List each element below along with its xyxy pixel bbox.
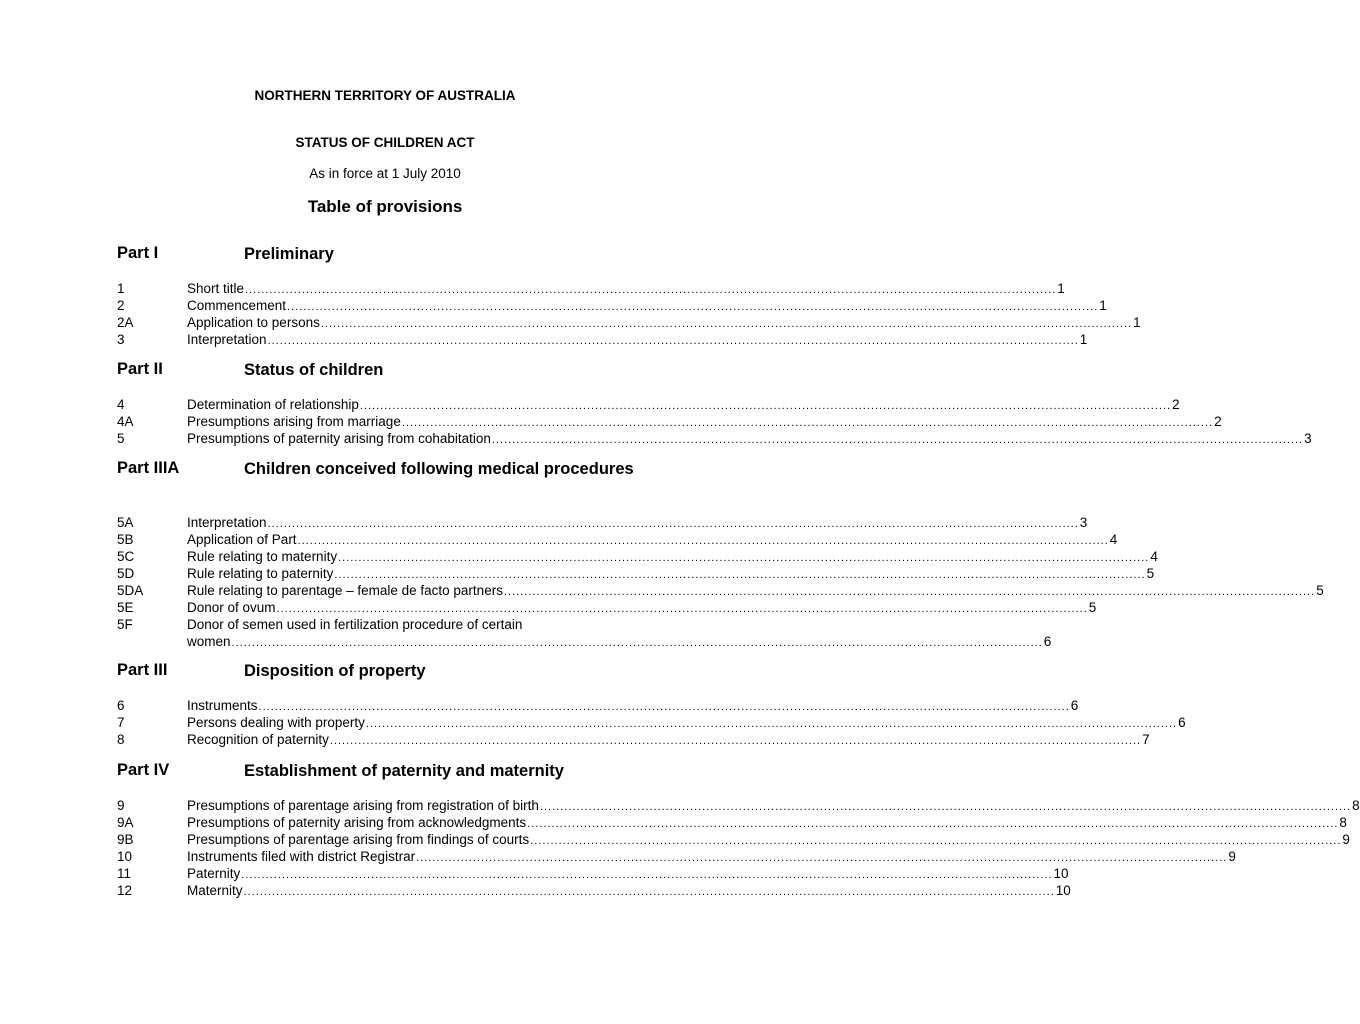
dot-leader: ........................................................................................................................................................................................................ [527, 818, 1339, 830]
part-number: Part IV [117, 761, 170, 779]
section-title: Presumptions of parentage arising from findings of courts [187, 832, 530, 847]
provision-entry[interactable] [117, 297, 1107, 314]
section-number: 5D [117, 566, 135, 581]
dot-leader: ........................................................................................................................................................................................................ [334, 569, 1146, 581]
section-number: 5E [117, 600, 134, 615]
dot-leader: ........................................................................................................................................................................................................ [320, 318, 1133, 330]
section-title: Application to persons [187, 315, 320, 330]
page-number: 3 [1079, 515, 1088, 530]
section-number: 4A [117, 414, 134, 429]
provision-entry[interactable] [117, 531, 1118, 548]
section-title: Determination of relationship [187, 397, 359, 412]
page-number: 3 [1304, 431, 1312, 446]
provision-entry[interactable] [117, 396, 1180, 413]
section-number: 5F [117, 617, 133, 632]
section-number: 5 [117, 431, 125, 446]
dot-leader: ........................................................................................................................................................................................................ [365, 718, 1178, 730]
table-of-provisions-title: Table of provisions [307, 197, 463, 216]
part-section [117, 761, 1360, 898]
section-number: 7 [117, 715, 125, 730]
part-heading [117, 459, 657, 481]
act-title: STATUS OF CHILDREN ACT [295, 135, 475, 150]
provision-entry[interactable] [117, 430, 1312, 447]
dot-leader: ........................................................................................................................................................................................................ [267, 335, 1079, 347]
provision-entry[interactable] [117, 714, 1186, 731]
section-number: 4 [117, 397, 125, 412]
section-number: 12 [117, 883, 133, 898]
page-number: 2 [1214, 414, 1222, 429]
provision-entry[interactable] [117, 848, 1236, 865]
provision-entry[interactable] [117, 616, 1052, 650]
provision-entry[interactable] [117, 882, 1071, 899]
section-title: Presumptions of paternity arising from cohabitation [187, 431, 491, 446]
page-number: 5 [1316, 583, 1324, 598]
section-title: Application of Part [187, 532, 297, 547]
provision-entry[interactable] [117, 331, 1088, 348]
dot-leader: ........................................................................................................................................................................................................ [245, 284, 1057, 296]
section-number: 5C [117, 549, 135, 564]
page-number: 8 [1339, 815, 1347, 830]
part-title: Status of children [244, 361, 384, 379]
section-title: Commencement [187, 298, 287, 313]
page-number: 2 [1172, 397, 1180, 412]
page-number: 1 [1133, 315, 1141, 330]
section-title: Short title [187, 281, 245, 296]
provision-entry[interactable] [117, 582, 1324, 599]
page-number: 10 [1055, 883, 1071, 898]
section-title: Rule relating to paternity [187, 566, 334, 581]
dot-leader: ........................................................................................................................................................................................................ [530, 835, 1342, 847]
dot-leader: ........................................................................................................................................................................................................ [243, 886, 1055, 898]
part-heading [117, 244, 657, 266]
dot-leader: ........................................................................................................................................................................................................ [338, 552, 1150, 564]
dot-leader: ........................................................................................................................................................................................................ [539, 801, 1352, 813]
section-number: 2A [117, 315, 134, 330]
section-title: Maternity [187, 883, 243, 898]
section-title: Instruments filed with district Registrar [187, 849, 416, 864]
section-title: Instruments [187, 698, 258, 713]
page-number: 5 [1088, 600, 1097, 615]
section-title: Recognition of paternity [187, 732, 329, 747]
provision-entry[interactable] [117, 797, 1360, 814]
part-title: Disposition of property [244, 662, 426, 680]
dot-leader: ........................................................................................................................................................................................................ [329, 735, 1142, 747]
dot-leader: ........................................................................................................................................................................................................ [503, 586, 1316, 598]
section-number: 11 [117, 866, 132, 881]
section-title-line-1: Donor of semen used in fertilization procedure of certain [187, 617, 523, 632]
section-title: women [187, 634, 231, 649]
dot-leader: ........................................................................................................................................................................................................ [267, 518, 1079, 530]
part-title: Establishment of paternity and maternity [244, 762, 564, 780]
dot-leader: ........................................................................................................................................................................................................ [416, 852, 1228, 864]
part-number: Part III [117, 661, 168, 679]
jurisdiction-heading: NORTHERN TERRITORY OF AUSTRALIA [254, 88, 516, 103]
provision-list [117, 697, 1186, 748]
page-number: 5 [1146, 566, 1155, 581]
part-section [117, 459, 1324, 649]
page-number: 1 [1099, 298, 1107, 313]
provision-entry[interactable] [117, 314, 1141, 331]
page-number: 1 [1057, 281, 1065, 296]
section-title: Presumptions of paternity arising from acknowledgments [187, 815, 527, 830]
section-number: 5B [117, 532, 134, 547]
page-number: 4 [1150, 549, 1158, 564]
provision-entry[interactable] [117, 814, 1347, 831]
dot-leader: ........................................................................................................................................................................................................ [276, 603, 1088, 615]
page-number: 9 [1228, 849, 1236, 864]
dot-leader: ........................................................................................................................................................................................................ [241, 869, 1053, 881]
provision-entry[interactable] [117, 865, 1069, 882]
page-number: 6 [1178, 715, 1186, 730]
part-title: Preliminary [244, 245, 334, 263]
dot-leader: ........................................................................................................................................................................................................ [231, 637, 1043, 649]
part-number: Part II [117, 360, 163, 378]
section-title: Interpretation [187, 332, 267, 347]
section-title: Presumptions arising from marriage [187, 414, 401, 429]
part-number: Part IIIA [117, 459, 180, 477]
provision-entry[interactable] [117, 280, 1065, 297]
provision-entry[interactable] [117, 697, 1079, 714]
part-heading [117, 661, 657, 683]
provision-list [117, 396, 1312, 447]
page-number: 6 [1043, 634, 1052, 649]
section-title: Paternity [187, 866, 241, 881]
provision-entry[interactable] [117, 565, 1155, 582]
provision-entry[interactable] [117, 731, 1150, 748]
part-heading [117, 761, 657, 783]
part-title: Children conceived following medical procedures [244, 460, 634, 478]
section-number: 3 [117, 332, 125, 347]
page-number: 8 [1352, 798, 1360, 813]
section-number: 6 [117, 698, 125, 713]
section-number: 9A [117, 815, 134, 830]
part-section [117, 360, 1312, 446]
page-number: 7 [1142, 732, 1150, 747]
dot-leader: ........................................................................................................................................................................................................ [287, 301, 1099, 313]
section-number: 5A [117, 515, 134, 530]
provision-entry[interactable] [117, 514, 1088, 531]
dot-leader: ........................................................................................................................................................................................................ [491, 434, 1304, 446]
page-number: 10 [1053, 866, 1069, 881]
provision-list [117, 280, 1141, 348]
section-title: Donor of ovum [187, 600, 276, 615]
dot-leader: ........................................................................................................................................................................................................ [258, 701, 1070, 713]
section-number: 1 [117, 281, 125, 296]
page-number: 6 [1070, 698, 1079, 713]
dot-leader: ........................................................................................................................................................................................................ [359, 400, 1172, 412]
section-title: Presumptions of parentage arising from registration of birth [187, 798, 539, 813]
section-number: 9 [117, 798, 125, 813]
section-number: 2 [117, 298, 125, 313]
dot-leader: ........................................................................................................................................................................................................ [297, 535, 1109, 547]
provision-list [117, 797, 1360, 899]
section-number: 8 [117, 732, 125, 747]
provision-entry[interactable] [117, 548, 1158, 565]
section-number: 9B [117, 832, 134, 847]
provision-entry[interactable] [117, 413, 1222, 430]
section-title: Persons dealing with property [187, 715, 365, 730]
page-number: 9 [1342, 832, 1350, 847]
part-section [117, 244, 1141, 347]
in-force-date: As in force at 1 July 2010 [309, 166, 461, 181]
page-number: 4 [1109, 532, 1118, 547]
dot-leader: ........................................................................................................................................................................................................ [401, 417, 1214, 429]
provision-entry[interactable] [117, 831, 1350, 848]
part-section [117, 661, 1186, 747]
page-number: 1 [1079, 332, 1088, 347]
provision-list [117, 514, 1324, 650]
section-title: Interpretation [187, 515, 267, 530]
section-number: 10 [117, 849, 133, 864]
section-title: Rule relating to maternity [187, 549, 338, 564]
section-title: Rule relating to parentage – female de facto partners [187, 583, 503, 598]
part-number: Part I [117, 244, 159, 262]
part-heading [117, 360, 657, 382]
section-number: 5DA [117, 583, 144, 598]
provision-entry[interactable] [117, 599, 1097, 616]
